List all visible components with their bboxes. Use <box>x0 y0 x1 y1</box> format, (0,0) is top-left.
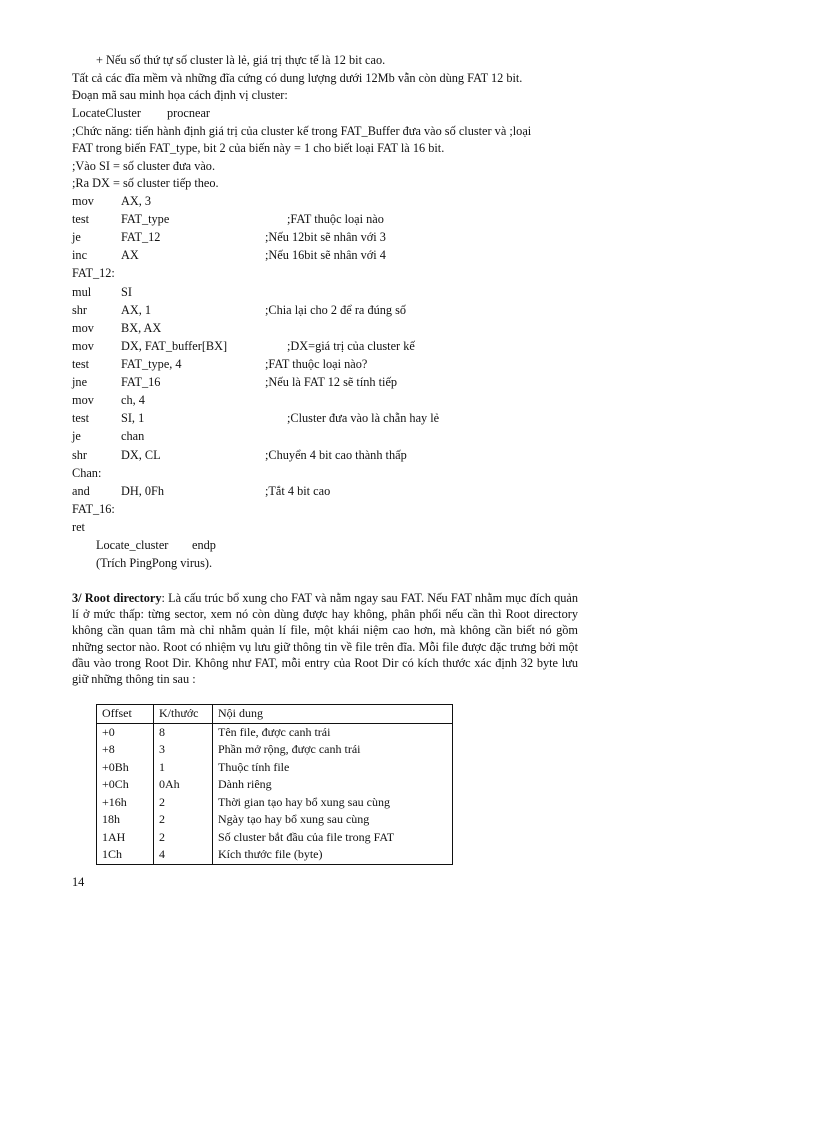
cell-offset: +0Bh <box>97 759 154 777</box>
code-op: jne <box>72 375 88 389</box>
code-arg: SI, 1 <box>121 411 145 425</box>
code-label: ret <box>72 520 85 534</box>
code-comment: ;Nếu là FAT 12 sẽ tính tiếp <box>265 375 398 389</box>
cell-size: 2 <box>154 794 213 812</box>
cell-size: 8 <box>154 723 213 741</box>
header-content: Nội dung <box>213 705 453 724</box>
code-arg: DX, FAT_buffer[BX] <box>121 339 228 353</box>
code-comment: ;Cluster đưa vào là chẵn hay lẻ <box>287 411 440 425</box>
code-arg: BX, AX <box>121 321 162 335</box>
table-row <box>97 811 453 829</box>
code-arg: DX, CL <box>121 448 161 462</box>
code-op: mov <box>72 393 94 407</box>
code-arg: AX, 3 <box>121 194 152 208</box>
code-op: shr <box>72 303 88 317</box>
root-dir-entry-table <box>96 704 453 865</box>
cell-size: 4 <box>154 846 213 864</box>
code-comment: ;Nếu 12bit sẽ nhân với 3 <box>265 230 386 244</box>
table-header-row <box>97 705 453 724</box>
cell-size: 0Ah <box>154 776 213 794</box>
table-row <box>97 829 453 847</box>
code-op: shr <box>72 448 88 462</box>
cell-offset: 18h <box>97 811 154 829</box>
cell-content: Kích thước file (byte) <box>218 847 323 862</box>
cell-content: Thuộc tính file <box>218 759 290 774</box>
cell-content: Thời gian tạo hay bổ xung sau cùng <box>218 794 390 809</box>
code-op: je <box>72 429 81 443</box>
comment-line: ;Vào SI = số cluster đưa vào. <box>72 159 216 173</box>
cell-offset: +16h <box>97 794 154 812</box>
code-op: test <box>72 357 90 371</box>
section-body: : Là cấu trúc bổ xung cho FAT và nằm ngay sau FAT. Nếu FAT nhằm mục đích quản lí ở mức thấp: từng sector, xem nó còn dùng được hay không, phân phối nếu cần thì Root directory không cần quan tâm mà chỉ nhằm quản lí file, một khái niệm cao hơn, mà không cần biết nó gồm những sector nào. Root có nhiệm vụ lưu giữ thông tin về file trên đĩa. Mỗi file được đặc trưng bởi một đầu vào trong Root Dir. Không như FAT, mỗi entry của Root Dir có kích thước xác định 32 byte lưu giữ những thông tin sau : <box>72 591 578 687</box>
cell-offset: +8 <box>97 741 154 759</box>
table-row <box>97 846 453 864</box>
header-size: K/thước <box>154 705 213 724</box>
source-note: (Trích PingPong virus). <box>96 556 213 570</box>
table-row <box>97 776 453 794</box>
code-op: test <box>72 411 90 425</box>
code-arg: FAT_type, 4 <box>121 357 182 371</box>
code-op: mov <box>72 339 94 353</box>
code-op: and <box>72 484 90 498</box>
code-comment: ;FAT thuộc loại nào <box>287 212 384 226</box>
cell-offset: +0 <box>97 723 154 741</box>
code-arg: DH, 0Fh <box>121 484 165 498</box>
proc-keyword: procnear <box>167 106 211 120</box>
proc-end-name: Locate_cluster <box>96 538 169 552</box>
code-arg: AX <box>121 248 139 262</box>
table-row <box>97 759 453 777</box>
cell-content: Phần mở rộng, được canh trái <box>218 742 361 757</box>
code-comment: ;Chuyển 4 bit cao thành thấp <box>265 448 407 462</box>
code-op: mov <box>72 194 94 208</box>
code-arg: chan <box>121 429 145 443</box>
root-directory-paragraph <box>72 590 578 687</box>
intro-line-2: Tất cả các đĩa mềm và những đĩa cứng có dung lượng dưới 12Mb vẫn còn dùng FAT 12 bit. <box>72 71 523 85</box>
code-comment: ;Tắt 4 bit cao <box>265 484 331 498</box>
cell-size: 2 <box>154 829 213 847</box>
cell-content: Số cluster bắt đầu của file trong FAT <box>218 829 395 844</box>
table-row <box>97 794 453 812</box>
code-label: FAT_12: <box>72 266 115 280</box>
code-op: mov <box>72 321 94 335</box>
cell-size: 1 <box>154 759 213 777</box>
cell-content: Tên file, được canh trái <box>218 724 331 739</box>
intro-line-1: + Nếu số thứ tự số cluster là lẻ, giá trị thực tế là 12 bit cao. <box>96 53 386 67</box>
code-arg: AX, 1 <box>121 303 152 317</box>
comment-line: FAT trong biến FAT_type, bit 2 của biến này = 1 cho biết loại FAT là 16 bit. <box>72 141 445 155</box>
code-comment: ;Chia lại cho 2 để ra đúng số <box>265 303 407 317</box>
proc-name: LocateCluster <box>72 106 141 120</box>
cell-offset: +0Ch <box>97 776 154 794</box>
code-arg: FAT_12 <box>121 230 161 244</box>
code-label: Chan: <box>72 466 102 480</box>
code-op: mul <box>72 285 92 299</box>
table-row <box>97 741 453 759</box>
proc-end-keyword: endp <box>192 538 216 552</box>
code-op: je <box>72 230 81 244</box>
comment-line: ;Ra DX = số cluster tiếp theo. <box>72 176 219 190</box>
cell-offset: 1Ch <box>97 846 154 864</box>
table-row <box>97 723 453 741</box>
code-op: inc <box>72 248 88 262</box>
code-arg: ch, 4 <box>121 393 145 407</box>
section-heading: 3/ Root directory <box>72 591 162 605</box>
code-comment: ;Nếu 16bit sẽ nhân với 4 <box>265 248 386 262</box>
code-arg: FAT_type <box>121 212 170 226</box>
code-comment: ;DX=giá trị của cluster kế <box>287 339 415 353</box>
cell-content: Dành riêng <box>218 777 272 792</box>
code-arg: FAT_16 <box>121 375 161 389</box>
cell-offset: 1AH <box>97 829 154 847</box>
code-comment: ;FAT thuộc loại nào? <box>265 357 368 371</box>
code-op: test <box>72 212 90 226</box>
comment-line: ;Chức năng: tiến hành định giá trị của cluster kế trong FAT_Buffer đưa vào số cluster và ;loại <box>72 124 532 138</box>
cell-size: 3 <box>154 741 213 759</box>
header-offset: Offset <box>97 705 154 724</box>
code-label: FAT_16: <box>72 502 115 516</box>
intro-line-3: Đoạn mã sau minh họa cách định vị cluster: <box>72 88 288 102</box>
cell-content: Ngày tạo hay bổ xung sau cùng <box>218 812 370 827</box>
page-number: 14 <box>72 875 85 889</box>
cell-size: 2 <box>154 811 213 829</box>
code-arg: SI <box>121 285 132 299</box>
